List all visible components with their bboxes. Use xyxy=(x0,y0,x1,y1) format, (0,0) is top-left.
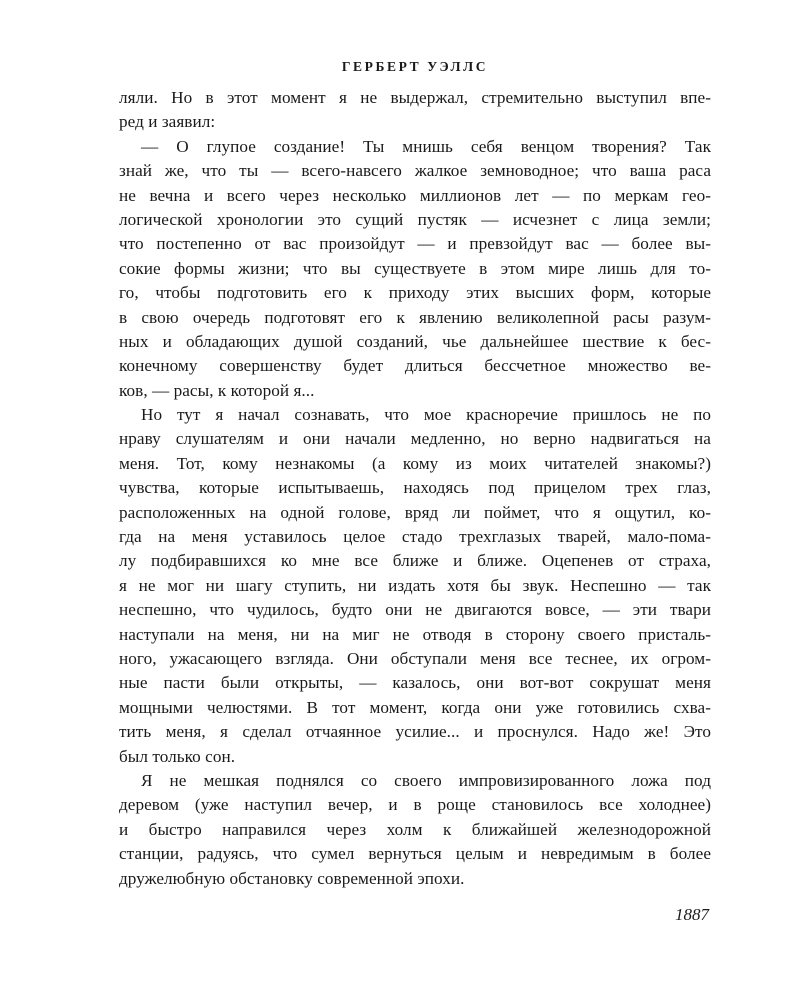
text-line: ред и заявил: xyxy=(119,112,216,132)
text-line: чувства, которые испытываешь, находясь под прицелом трех глаз, xyxy=(119,478,711,498)
body-text xyxy=(119,86,711,891)
text-line: сокие формы жизни; что вы существуете в этом мире лишь для то- xyxy=(119,258,711,278)
text-line: меня. Тот, кому незнакомы (а кому из моих читателей знакомы?) xyxy=(119,453,711,473)
text-line: нраву слушателям и они начали медленно, но верно надвигаться на xyxy=(119,429,711,449)
text-line: не вечна и всего через несколько миллионов лет — по меркам гео- xyxy=(119,185,711,205)
text-line: что постепенно от вас произойдут — и превзойдут вас — более вы- xyxy=(119,234,711,254)
text-line: дружелюбную обстановку современной эпохи. xyxy=(119,868,465,888)
text-line: был только сон. xyxy=(119,746,236,766)
text-line: гда на меня уставилось целое стадо трехглазых тварей, мало-пома- xyxy=(119,527,711,547)
paragraph xyxy=(119,86,711,135)
text-line: неспешно, что чудилось, будто они не двигаются вовсе, — эти твари xyxy=(119,600,711,620)
text-line: станции, радуясь, что сумел вернуться целым и невредимым в более xyxy=(119,844,711,864)
text-line: в свою очередь подготовят его к явлению великолепной расы разум- xyxy=(119,307,711,327)
text-line: наступали на меня, ни на миг не отводя в сторону своего присталь- xyxy=(119,624,711,644)
text-line: конечному совершенству будет длиться бессчетное множество ве- xyxy=(119,356,711,376)
text-line: деревом (уже наступил вечер, и в роще становилось все холоднее) xyxy=(119,795,711,815)
text-line: ных и обладающих душой созданий, чье дальнейшее шествие к бес- xyxy=(119,331,711,351)
year-date: 1887 xyxy=(675,904,709,924)
book-page xyxy=(119,58,711,925)
text-line: го, чтобы подготовить его к приходу этих высших форм, которые xyxy=(119,283,711,303)
text-line: Я не мешкая поднялся со своего импровизированного ложа под xyxy=(141,770,711,790)
paragraph xyxy=(119,135,711,403)
paragraph xyxy=(119,769,711,891)
text-line: тить меня, я сделал отчаянное усилие... и проснулся. Надо же! Это xyxy=(119,722,711,742)
text-line: ного, ужасающего взгляда. Они обступали меня все теснее, их огром- xyxy=(119,648,711,668)
text-line: мощными челюстями. В тот момент, когда они уже готовились схва- xyxy=(119,697,711,717)
text-line: лу подбиравшихся ко мне все ближе и ближе. Оцепенев от страха, xyxy=(119,551,711,571)
text-line: и быстро направился через холм к ближайшей железнодорожной xyxy=(119,819,711,839)
text-line: знай же, что ты — всего-навсего жалкое земноводное; что ваша раса xyxy=(119,161,711,181)
paragraph xyxy=(119,403,711,769)
text-line: ков, — расы, к которой я... xyxy=(119,380,315,400)
text-line: ные пасти были открыты, — казалось, они вот-вот сокрушат меня xyxy=(119,673,711,693)
text-line: Но тут я начал сознавать, что мое красноречие пришлось не по xyxy=(141,405,711,425)
text-line: — О глупое создание! Ты мнишь себя венцом творения? Так xyxy=(141,136,711,156)
text-line: расположенных на одной голове, вряд ли поймет, что я ощутил, ко- xyxy=(119,502,711,522)
running-head: ГЕРБЕРТ УЭЛЛС xyxy=(341,59,489,74)
text-line: ляли. Но в этот момент я не выдержал, стремительно выступил впе- xyxy=(119,88,711,107)
text-line: я не мог ни шагу ступить, ни издать хотя бы звук. Неспешно — так xyxy=(119,575,711,595)
text-line: логической хронологии это сущий пустяк — исчезнет с лица земли; xyxy=(119,209,711,229)
